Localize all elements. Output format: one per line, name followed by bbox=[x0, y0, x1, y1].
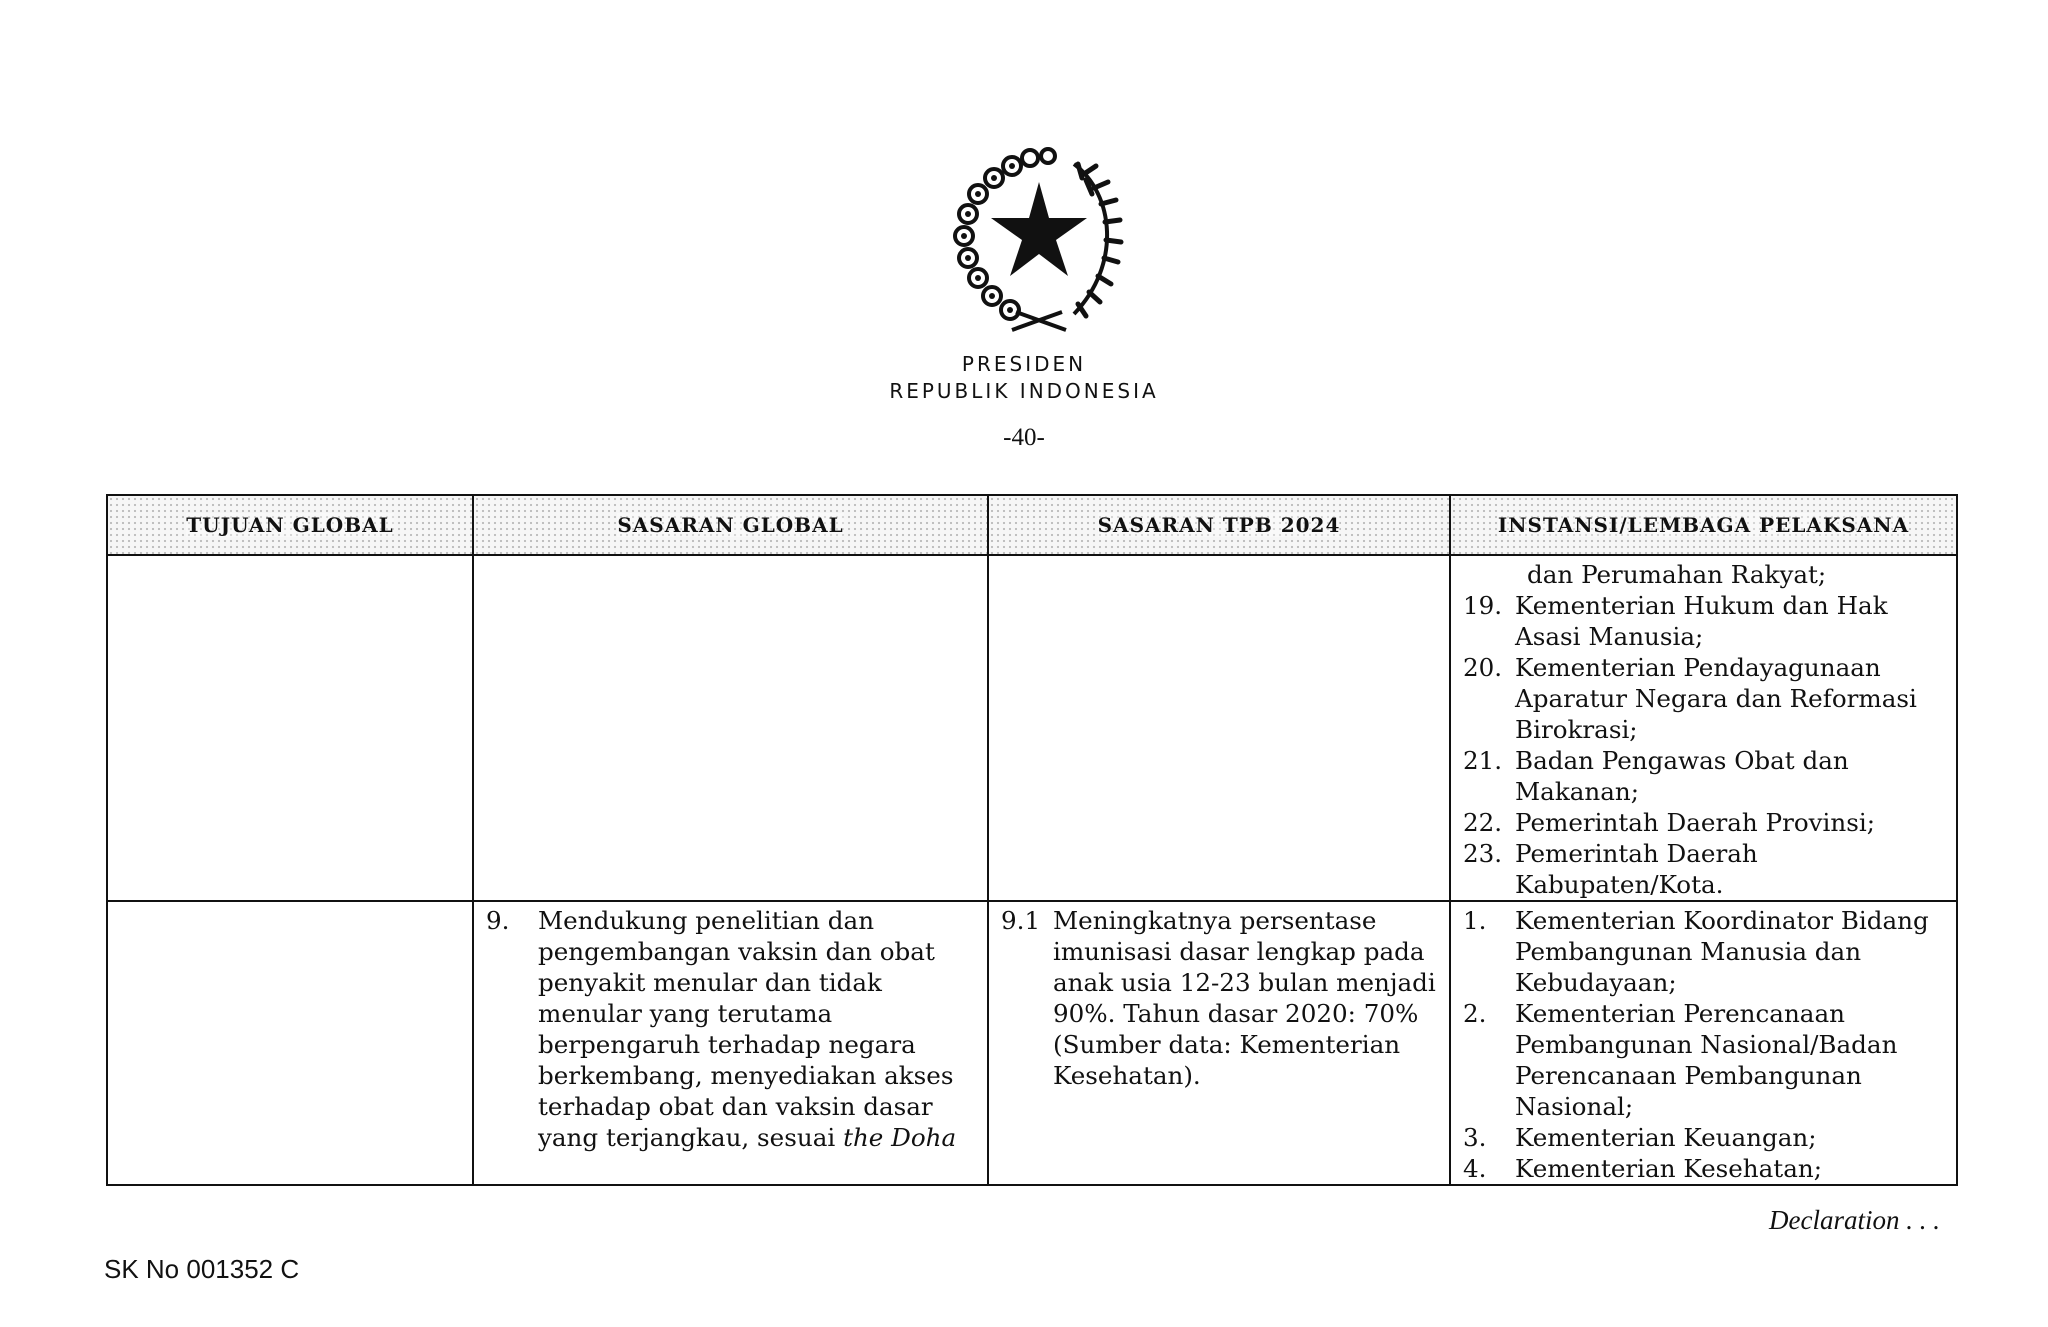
header-title-republic: REPUBLIK INDONESIA bbox=[889, 379, 1159, 403]
list-item: 2. Kementerian Perencanaan Pembangunan Nasional/Badan Perencanaan Pembangunan Nasional; bbox=[1463, 999, 1898, 1121]
sk-number: SK No 001352 C bbox=[104, 1254, 300, 1284]
institution-continued-text: dan Perumahan Rakyat; bbox=[1527, 560, 1827, 589]
list-item: 1. Kementerian Koordinator Bidang Pembangunan Manusia dan Kebudayaan; bbox=[1463, 906, 1929, 997]
list-item: 22. Pemerintah Daerah Provinsi; bbox=[1463, 808, 1876, 837]
cell-global-goal bbox=[107, 901, 473, 1185]
list-item: 4. Kementerian Kesehatan; bbox=[1463, 1154, 1822, 1183]
column-header-global-goal: TUJUAN GLOBAL bbox=[107, 495, 473, 555]
column-header-global-target: SASARAN GLOBAL bbox=[473, 495, 988, 555]
global-target-item: 9. Mendukung penelitian dan pengembangan vaksin dan obat penyakit menular dan tidak menular yang terutama berpengaruh terhadap negara berkembang, menyediakan akses terhadap obat dan vaksin dasar yang terjangkau, sesuai the Doha bbox=[486, 906, 957, 1152]
cell-global-target bbox=[473, 555, 988, 901]
tpb-target-item: 9.1 Meningkatnya persentase imunisasi dasar lengkap pada anak usia 12-23 bulan menjadi 90%. Tahun dasar 2020: 70% (Sumber data: Kementerian Kesehatan). bbox=[1001, 906, 1436, 1090]
institution-list bbox=[1463, 590, 1948, 900]
table-row bbox=[107, 901, 1957, 1185]
cell-global-target bbox=[473, 901, 988, 1185]
header-title-president: PRESIDEN bbox=[961, 352, 1087, 376]
sdg-target-table bbox=[106, 494, 1958, 1186]
presidential-emblem-icon bbox=[946, 144, 1132, 336]
list-item: 20. Kementerian Pendayagunaan Aparatur Negara dan Reformasi Birokrasi; bbox=[1463, 653, 1917, 744]
column-header-implementing-agency: INSTANSI/LEMBAGA PELAKSANA bbox=[1450, 495, 1957, 555]
cell-tpb-target bbox=[988, 555, 1450, 901]
table-row bbox=[107, 555, 1957, 901]
cell-tpb-target bbox=[988, 901, 1450, 1185]
column-header-tpb-target-2024: SASARAN TPB 2024 bbox=[988, 495, 1450, 555]
table-header-row bbox=[107, 495, 1957, 555]
cell-global-goal bbox=[107, 555, 473, 901]
list-item: 3. Kementerian Keuangan; bbox=[1463, 1123, 1817, 1152]
list-item: 21. Badan Pengawas Obat dan Makanan; bbox=[1463, 746, 1849, 806]
cell-implementing-agency bbox=[1450, 901, 1957, 1185]
institution-list bbox=[1463, 905, 1948, 1184]
page-number: -40- bbox=[1003, 424, 1045, 451]
list-item: 19. Kementerian Hukum dan Hak Asasi Manusia; bbox=[1463, 591, 1888, 651]
next-page-catchword: Declaration . . . bbox=[1769, 1205, 1940, 1235]
list-item: 23. Pemerintah Daerah Kabupaten/Kota. bbox=[1463, 839, 1758, 899]
cell-implementing-agency bbox=[1450, 555, 1957, 901]
